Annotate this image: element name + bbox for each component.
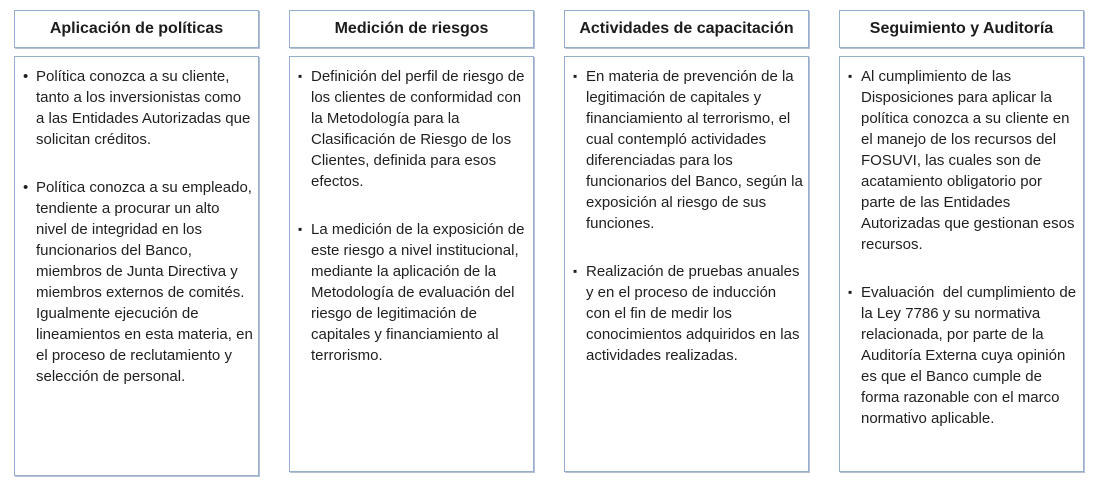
- column-medicion-de-riesgos: [289, 10, 534, 482]
- column-seguimiento-y-auditoria: [839, 10, 1084, 482]
- column-body-aplicacion-de-politicas: [14, 56, 259, 476]
- column-header-aplicacion-de-politicas: [14, 10, 259, 48]
- round-bullet-icon: •: [23, 179, 29, 196]
- column-title: Aplicación de políticas: [49, 20, 224, 38]
- square-bullet-icon: ▪: [298, 222, 303, 236]
- bullet-text: En materia de prevención de la legitimación de capitales y financiamiento al terrorismo, el cual contempló actividades diferenciadas para los funcionarios del Banco, según la exposición al riesgo de sus funciones.: [586, 68, 812, 232]
- column-body-actividades-de-capacitacion: [564, 56, 812, 472]
- column-header-medicion-de-riesgos: [289, 10, 534, 48]
- column-body-medicion-de-riesgos: [289, 56, 534, 472]
- square-bullet-icon: ▪: [848, 69, 853, 83]
- bullet-text: Evaluación del cumplimiento de la Ley 7786 y su normativa relacionada, por parte de la Auditoría Externa cuya opinión es que el Banco cumple de forma razonable con el marco normativo aplicable.: [861, 284, 1081, 427]
- bullet-text: Política conozca a su empleado, tendiente a procurar un alto nivel de integridad en los funcionarios del Banco, miembros de Junta Directiva y miembros externos de comités. Igualmente ejecución de lineamientos en esta materia, en el proceso de reclutamiento y selección de personal.: [36, 179, 257, 385]
- column-header-seguimiento-y-auditoria: [839, 10, 1084, 48]
- bullet-text: La medición de la exposición de este riesgo a nivel institucional, mediante la aplicación de la Metodología de evaluación del riesgo de legitimación de capitales y financiamiento al terrorismo.: [311, 221, 529, 364]
- bullet-item: [848, 66, 1078, 255]
- bullet-item: [23, 66, 253, 150]
- bullet-item: [298, 219, 528, 366]
- bullet-item: [23, 177, 257, 387]
- column-aplicacion-de-politicas: [14, 10, 259, 482]
- bullet-item: [573, 66, 812, 234]
- column-title: Medición de riesgos: [334, 20, 489, 38]
- column-body-seguimiento-y-auditoria: [839, 56, 1084, 472]
- column-actividades-de-capacitacion: [564, 10, 812, 482]
- square-bullet-icon: ▪: [573, 264, 578, 278]
- square-bullet-icon: ▪: [573, 69, 578, 83]
- column-title: Seguimiento y Auditoría: [869, 20, 1054, 38]
- bullet-item: [848, 282, 1081, 429]
- bullet-text: Al cumplimiento de las Disposiciones para aplicar la política conozca a su cliente en el manejo de los recursos del FOSUVI, las cuales son de acatamiento obligatorio por parte de las Entidades Autorizadas que gestionan esos recursos.: [861, 68, 1079, 253]
- square-bullet-icon: ▪: [848, 285, 853, 299]
- square-bullet-icon: ▪: [298, 69, 303, 83]
- round-bullet-icon: •: [23, 68, 29, 85]
- bullet-item: [298, 66, 528, 192]
- bullet-text: Definición del perfil de riesgo de los clientes de conformidad con la Metodología para la Clasificación de Riesgo de los Clientes, definida para esos efectos.: [311, 68, 529, 190]
- bullet-text: Política conozca a su cliente, tanto a los inversionistas como a las Entidades Autorizadas que solicitan créditos.: [36, 68, 255, 148]
- bullet-text: Realización de pruebas anuales y en el proceso de inducción con el fin de medir los conocimientos adquiridos en las actividades realizadas.: [586, 263, 804, 364]
- column-header-actividades-de-capacitacion: [564, 10, 809, 48]
- column-title: Actividades de capacitación: [579, 20, 794, 38]
- bullet-item: [573, 261, 803, 366]
